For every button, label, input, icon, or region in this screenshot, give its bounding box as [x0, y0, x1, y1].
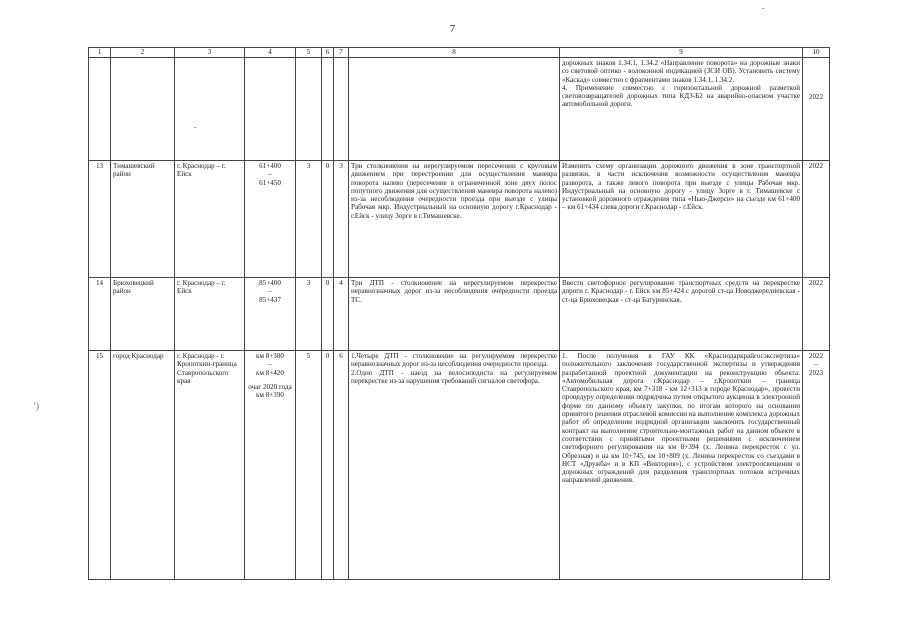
header-row	[89, 48, 830, 58]
year-cell	[803, 58, 830, 161]
km-value: 85+437	[259, 295, 281, 304]
district-cell: Тимашевский район	[111, 161, 175, 278]
km-value: км 8+420	[256, 368, 284, 377]
measures-cell: Ввести светофорное регулирование транспортных средств на перекрестке дороги г. Краснодар - г. Ейск км 85+424 с дорогой ст-ца Новоджерелиевская - ст-ца Брюховецкая - ст-ца Батуринская.	[560, 278, 803, 351]
description-paragraph: 2.Одно ДТП - наезд на велосипедиста на регулируемом перекрестке из-за нарушения требований сигналов светофора.	[351, 368, 557, 385]
measure-paragraph: 4. Применение совместно с горизонтальной дорожной разметкой световозвращателей дорожных типа КДЗ-Б2 на аварийно-опасном участке автомобильной дороги.	[562, 83, 800, 109]
count-cell	[334, 58, 349, 161]
km-value: 61+400	[259, 162, 281, 170]
description-cell	[349, 351, 560, 580]
district-cell: город Краснодар	[111, 351, 175, 580]
km-value: км 8+390	[256, 391, 284, 400]
row-number: 15	[89, 351, 111, 580]
count-cell	[322, 58, 334, 161]
year-value: 2023	[808, 368, 824, 377]
year-value: –	[814, 360, 818, 369]
road-cell	[175, 58, 245, 161]
col-header: 2	[111, 48, 175, 58]
col-header: 3	[175, 48, 245, 58]
road-cell: г. Краснодар – г. Ейск	[175, 278, 245, 351]
col-header: 10	[803, 48, 830, 58]
km-value: –	[268, 360, 272, 369]
table-row	[89, 58, 830, 161]
table-row	[89, 278, 830, 351]
col-header: 5	[296, 48, 322, 58]
scan-speck	[762, 8, 764, 9]
km-value: –	[268, 287, 272, 296]
district-cell: Брюховецкий район	[111, 278, 175, 351]
description-cell: Три ДТП - столкновение на нерегулируемом перекрестке неравнозначных дорог из-за несоблюдения очередности проезда ТС.	[349, 278, 560, 351]
km-value: 61+450	[259, 178, 281, 187]
col-header: 7	[334, 48, 349, 58]
km-value: –	[268, 170, 272, 179]
km-cell	[245, 351, 296, 580]
count-cell: 4	[334, 278, 349, 351]
km-value: км 8+380	[256, 352, 284, 360]
km-value: очаг 2020 года	[248, 382, 292, 391]
km-cell	[245, 161, 296, 278]
count-cell: 3	[296, 278, 322, 351]
count-cell: 5	[296, 351, 322, 580]
measure-paragraph: дорожных знаков 1.34.1, 1.34.2 «Направление поворота» на дорожные знаки со световой оптико - волоконной индикацией (ЗСИ ОВ). Установить систему «Каскад» совместно с фрагментами знаков 1.34.1, 1.34.2.	[562, 59, 800, 84]
count-cell: 0	[322, 278, 334, 351]
accident-table	[88, 47, 830, 580]
road-cell: г. Краснодар – г. Ейск	[175, 161, 245, 278]
km-cell	[245, 58, 296, 161]
count-cell	[296, 58, 322, 161]
scan-speck	[194, 127, 196, 128]
description-cell	[349, 58, 560, 161]
year-value: 2022	[808, 352, 824, 360]
count-cell: 3	[296, 161, 322, 278]
row-number: 14	[89, 278, 111, 351]
col-header: 1	[89, 48, 111, 58]
year-cell	[803, 351, 830, 580]
description-paragraph: 1.Четыре ДТП - столкновение на регулируемом перекрестке неравнозначных дорог из-за несоблюдения очередности проезда.	[351, 352, 557, 369]
count-cell: 0	[322, 351, 334, 580]
measures-cell: Изменить схему организации дорожного движения в зоне транспортной развязки, в части исключения возможности осуществления маневра разворота, а также левого поворота при выезде с улицы Рабочая мкр. Индустриальный на основную дорогу - улицу Зорге в г. Тимашевске с установкой дорожного ограждения типа «Нью-Джерси» на съезде км 61+400 – км 61+434 слева дороги г.Краснодар - г.Ейск.	[560, 161, 803, 278]
year-value: 2022	[808, 93, 824, 101]
page-number: 7	[450, 24, 455, 35]
measures-cell	[560, 58, 803, 161]
district-cell	[111, 58, 175, 161]
table-row	[89, 351, 830, 580]
col-header: 4	[245, 48, 296, 58]
km-cell	[245, 278, 296, 351]
row-number	[89, 58, 111, 161]
count-cell: 0	[322, 161, 334, 278]
km-value: 85+400	[259, 279, 281, 287]
col-header: 8	[349, 48, 560, 58]
scan-artifact: ʼ)	[33, 401, 39, 411]
count-cell: 6	[334, 351, 349, 580]
row-number: 13	[89, 161, 111, 278]
count-cell: 3	[334, 161, 349, 278]
year-cell: 2022	[803, 278, 830, 351]
col-header: 9	[560, 48, 803, 58]
measures-cell: 1. После получения в ГАУ КК «Краснодаркрайгосэкспертиза» положительного заключения государственной экспертизы и утверждения разработанной проектной документации на реконструкцию объекта: «Автомобильная дорога г.Краснодар – г.Кропоткин – граница Ставропольского края, км 7+318 - км 12+313 в городе Краснодар», провести процедуру определения подрядчика путем открытого аукциона в электронной форме по данному объекту закупки, по итогам которого на основании принятого решения отраслевой комиссии на выполнение комплекса дорожных работ об определении подрядной организации заключить государственный контракт на выполнение строительно-монтажных работ на данном объекте в соответствии с принятыми проектными решениями с исключением светофорного регулирования на км 8+394 (х. Ленина перекресток с ул. Обрезная) и на км 10+745, км 10+809 (х. Ленина перекресток со съездами в НСТ «Дружба» и в КП «Виктория»), с устройством электроосвещения и дорожных ограждений для разделения транспортных потоков встречных направлений движения.	[560, 351, 803, 580]
year-cell: 2022	[803, 161, 830, 278]
road-cell: г. Краснодар - г. Кропоткин-граница Ставропольского края	[175, 351, 245, 580]
description-cell: Три столкновения на нерегулируемом пересечении с круговым движением при перестроении для осуществления маневра поворота налево (пересечение в ограниченной зоне двух полос попутного движения для осуществления маневра поворота налево) из-за несоблюдения очередности проезда при выезде с улицы Рабочая мкр. Индустриальный на основную дорогу г.Краснодар - г.Ейск - улицу Зорге в г.Тимашевске.	[349, 161, 560, 278]
table-row	[89, 161, 830, 278]
col-header: 6	[322, 48, 334, 58]
